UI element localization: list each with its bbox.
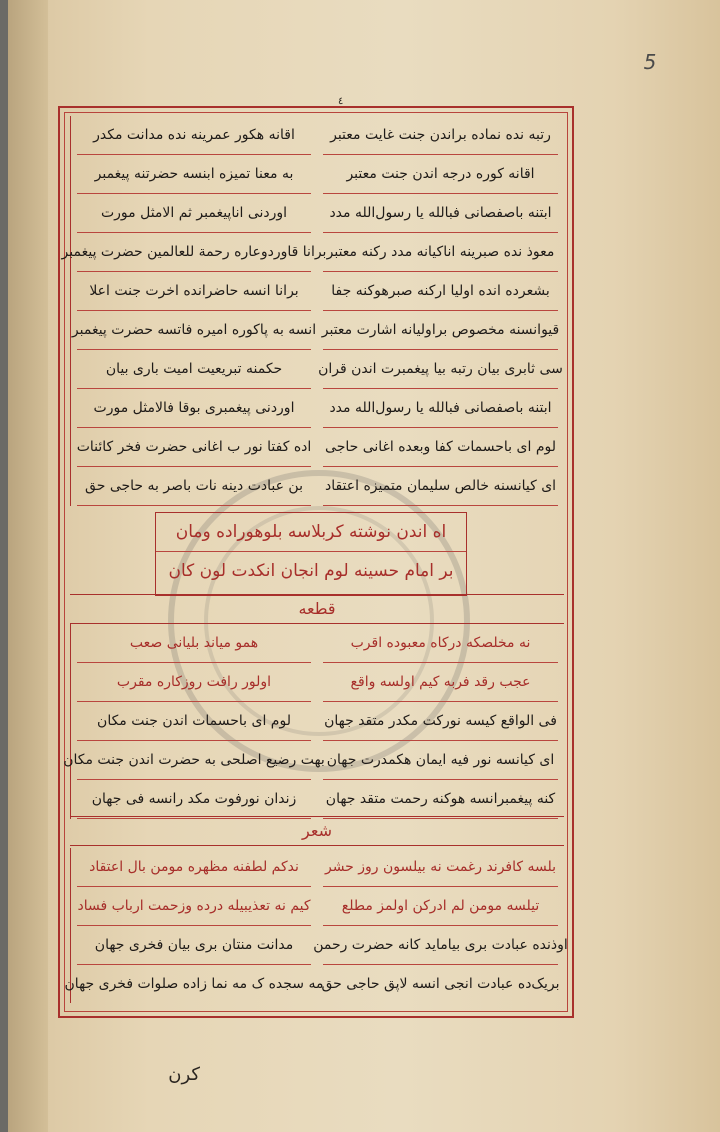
- verse-line: اوردنی اناپیغمبر ثم الامثل مورت: [77, 194, 311, 233]
- section-2-title: قطعه: [70, 594, 564, 624]
- verse-line: برانا قاوردوعاره رحمة للعالمین حضرت پیغمبر: [77, 233, 311, 272]
- verse-line: اوذنده عبادت بری بیاماید کانه حضرت رحمن: [323, 926, 558, 965]
- section-2-left-column: [63, 702, 325, 819]
- red-verse-line: ندکم لطفنه مظهره مومن بال اعتقاد: [77, 848, 311, 887]
- red-verse-line: همو میاند بلیانی صعب: [77, 624, 311, 663]
- verse-line: اقانه کوره درجه اندن جنت معتبر: [323, 155, 558, 194]
- section-3-left-column: [64, 926, 324, 1003]
- verse-line: بن عبادت دینه نات باصر به حاجی حق: [77, 467, 311, 506]
- catchword: کرن: [168, 1064, 200, 1085]
- section-2-right-red-column: [317, 624, 564, 702]
- verse-line: بریک‌ده عبادت انجی انسه لاپق حاجی حق: [321, 976, 560, 992]
- section-3-right-red-column: [317, 848, 564, 926]
- verse-line: کنه پیغمبرانسه هوکنه رحمت متقد جهان: [323, 780, 558, 819]
- rubric-header-box: [155, 512, 467, 596]
- page-spine-edge: [8, 0, 48, 1132]
- section-1-left-column: [61, 116, 327, 506]
- verse-line: اوردنی پیغمبری بوقا فالامثل مورت: [77, 389, 311, 428]
- folio-number: 5: [643, 50, 657, 74]
- verse-line: لوم ای باحسمات اندن جنت مکان: [77, 702, 311, 741]
- verse-line: لوم ای باحسمات کفا وبعده اغانی حاجی: [323, 428, 558, 467]
- section-3-left-red-column: [70, 848, 317, 926]
- verse-line: سی ثابری بیان رتبه بیا پیغمبرت اندن قران: [323, 350, 558, 389]
- section-2-left-red-column: [70, 624, 317, 702]
- red-verse-line: بلسه کافرند رغمت نه بیلسون روز حشر: [323, 848, 558, 887]
- verse-line: معوذ نده صبرینه اناکیانه مدد رکنه معتبر: [323, 233, 558, 272]
- verse-line: به معنا تمیزه ابنسه حضرتنه پیغمبر: [77, 155, 311, 194]
- section-1: [61, 116, 564, 506]
- top-marker: ٤: [338, 96, 344, 107]
- verse-line: انسه به پاکوره امیره فاتسه حضرت پیغمبر: [77, 311, 311, 350]
- verse-line: رتبه نده نماده براندن جنت غایت معتبر: [323, 116, 558, 155]
- verse-line: فی الواقع کیسه نورکت مکدر متقد جهان: [323, 702, 558, 741]
- verse-line: مدانت منتان بری بیان فخری جهان: [77, 926, 311, 965]
- section-2: [63, 624, 564, 819]
- verse-line: قیوانسنه مخصوص براولیانه اشارت معتبر: [323, 311, 558, 350]
- verse-line: اده کفتا نور ب اغانی حضرت فخر کائنات: [77, 428, 311, 467]
- verse-line: حکمنه تبریعیت امیت باری بیان: [77, 350, 311, 389]
- red-verse-line: اولور رافت روزکاره مقرب: [77, 663, 311, 702]
- section-3: [64, 848, 568, 1003]
- rubric-line: بر امام حسینه لوم انجان انکدت لون کان: [168, 561, 454, 581]
- verse-line: بهت رضیع اصلحی به حضرت اندن جنت مکان: [77, 741, 311, 780]
- section-2-right-column: [317, 702, 564, 819]
- verse-line: ای کیانسنه خالص سلیمان متمیزه اعتقاد: [323, 467, 558, 506]
- section-3-title: شعر: [70, 816, 564, 846]
- red-verse-line: نه مخلصکه درکاه معبوده اقرب: [323, 624, 558, 663]
- red-verse-line: تیلسه مومن لم ادرکن اولمز مطلع: [323, 887, 558, 926]
- verse-line: ابتنه باصفصانی فبالله یا رسول‌الله مدد: [323, 194, 558, 233]
- verse-line: مه سجده ک مه نما زاده صلوات فخری جهان: [64, 976, 324, 992]
- verse-line: زندان نورفوت مکد رانسه فی جهان: [77, 780, 311, 819]
- section-3-right-column: [313, 926, 568, 1003]
- verse-line: ابتنه باصفصانی فبالله یا رسول‌الله مدد: [323, 389, 558, 428]
- red-verse-line: عجب رقد فربه کیم اولسه واقع: [323, 663, 558, 702]
- verse-line: اقانه هکور عمرینه نده مدانت مکدر: [77, 116, 311, 155]
- verse-line: برانا انسه حاضرانده اخرت جنت اعلا: [77, 272, 311, 311]
- verse-line: بشعرده انده اولیا ارکنه صبرهوکنه جفا: [323, 272, 558, 311]
- section-1-right-column: [317, 116, 564, 506]
- red-verse-line: کیم نه تعذیبیله درده وزحمت ارباب فساد: [77, 887, 311, 926]
- rubric-line: اه اندن نوشته کربلاسه بلوهوراده ومان: [156, 513, 466, 552]
- verse-line: ای کیانسه نور فیه ایمان هکمدرت جهان: [323, 741, 558, 780]
